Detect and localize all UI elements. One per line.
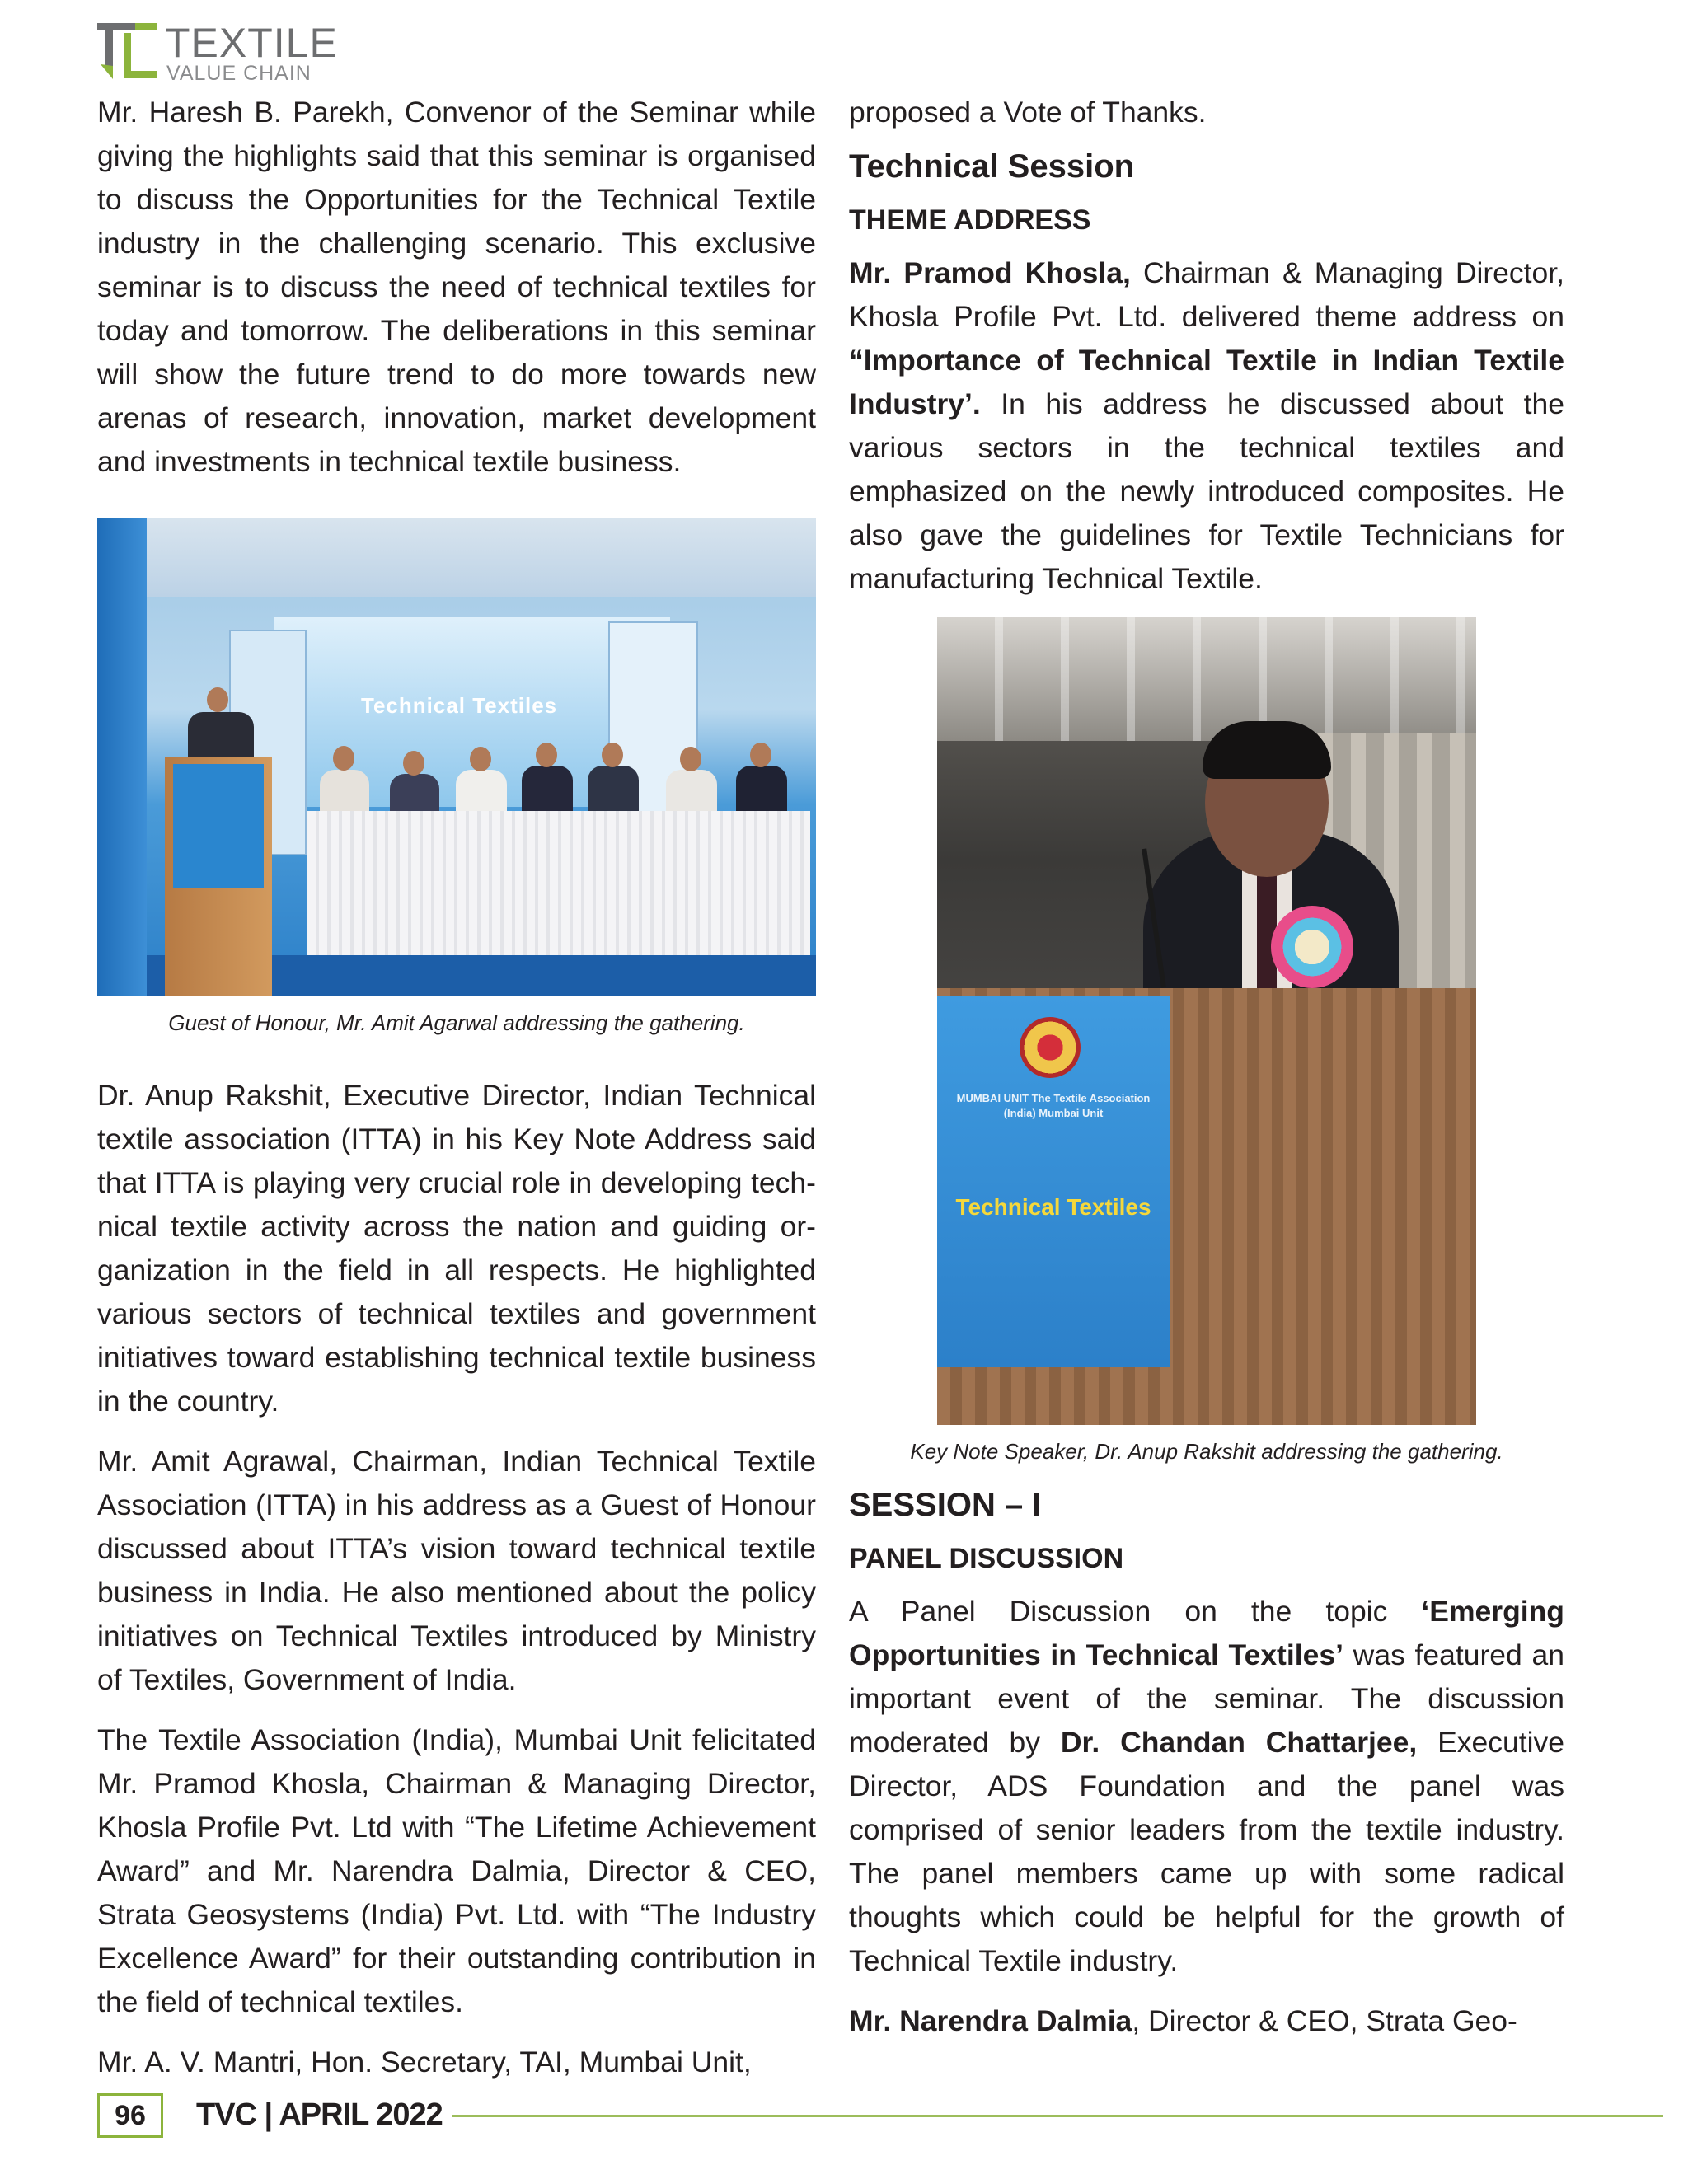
panelist-name: Mr. Narendra Dalmia [849, 2004, 1132, 2037]
paragraph-amit-agrawal: Mr. Amit Agrawal, Chairman, Indian Technical Textile Association (ITTA) in his address as a Guest of Honour discussed about ITTA’s vision toward technical textile business in India. He also mentioned about the policy initiatives on Technical Textiles introduced by Ministry of Textiles, Government of India. [97, 1445, 816, 1696]
paragraph-felicitation: The Textile Association (India), Mumbai Unit felicitated Mr. Pramod Khosla, Chairman & Managing Director, Khosla Profile Pvt. Ltd with “The Lifetime Achievement Award” and Mr. Narendra Dalmia, Director & CEO, Strata Geosystems (India) Pvt. Ltd. with “The Industry Excellence Award” for their outstanding contribution in the field of technical textiles. [97, 1723, 816, 2018]
heading-session-one: SESSION – I [849, 1487, 1042, 1523]
paragraph-theme-address: Mr. Pramod Khosla, Chairman & Managing Director, Khosla Profile Pvt. Ltd. delivered theme address on “Importance of Technical Textile in Indian Textile Industry’. In his address he discussed about the various sectors in the technical textiles and emphasized on the newly introduced composites. He also gave the guidelines for Textile Technicians for manufacturing Technical Textile. [849, 256, 1564, 595]
left-column [97, 91, 816, 2101]
photo-caption: Guest of Honour, Mr. Amit Agarwal addressing the gathering. [168, 1010, 745, 1035]
subheading-theme-address: THEME ADDRESS [849, 204, 1091, 236]
stage-photo [97, 518, 816, 996]
stage-backdrop-text: Technical Textiles [361, 693, 558, 718]
tvc-logo-icon [97, 23, 157, 81]
heading-technical-session: Technical Session [849, 148, 1135, 185]
paragraph-vote-of-thanks: proposed a Vote of Thanks. [849, 96, 1207, 129]
footer-rule [452, 2115, 1663, 2117]
panel-topic: ‘Emerging Opportunities in Technical Textiles’ [849, 1595, 1564, 1671]
subheading-panel-discussion: PANEL DISCUSSION [849, 1543, 1124, 1574]
podium-sign-title: Technical Textiles [955, 1194, 1151, 1220]
figure-guest-of-honour [97, 518, 816, 1038]
photo-caption: Key Note Speaker, Dr. Anup Rakshit addressing the gathering. [910, 1439, 1503, 1464]
paragraph-anup-rakshit: Dr. Anup Rakshit, Executive Director, Indian Technical textile association (ITTA) in his Key Note Address said that ITTA is playing very crucial role in developing technical textile activity across the nation and guiding organization in the field in all respects. He highlighted various sectors of technical textiles and government initiatives toward establishing technical textile business in the country. [97, 1079, 816, 1418]
logo-subtitle: VALUE CHAIN [166, 62, 312, 85]
issue-label: TVC | APRIL 2022 [196, 2097, 443, 2132]
podium-sign-text: MUMBAI UNIT The Textile Association (India) Mumbai Unit [956, 1092, 1151, 1119]
speaker-photo [937, 617, 1476, 1425]
paragraph-convenor: Mr. Haresh B. Parekh, Convenor of the Seminar while giving the highlights said that this seminar is organised to discuss the Opportunities for the Technical Textile industry in the challenging scenario. This exclusive seminar is to discuss the need of technical textiles for today and tomorrow. The deliberations in this seminar will show the future trend to do more towards new arenas of research, innovation, market development and investments in technical textile business. [97, 96, 816, 478]
magazine-logo [97, 21, 361, 84]
paragraph-mantri: Mr. A. V. Mantri, Hon. Secretary, TAI, Mumbai Unit, [97, 2046, 752, 2079]
theme-topic: “Importance of Technical Textile in Indian Textile Industry’. [849, 344, 1564, 420]
paragraph-narendra-dalmia: Mr. Narendra Dalmia, Director & CEO, Strata Geo- [849, 2004, 1517, 2037]
speaker-name: Mr. Pramod Khosla, [849, 256, 1131, 289]
moderator-name: Dr. Chandan Chattarjee, [1060, 1726, 1418, 1759]
logo-title: TEXTILE [165, 20, 338, 66]
figure-keynote-speaker [849, 617, 1564, 1466]
page-number: 96 [97, 2093, 163, 2138]
paragraph-panel-discussion: A Panel Discussion on the topic ‘Emerging Opportunities in Technical Textiles’ was featured an important event of the seminar. The discussion moderated by Dr. Chandan Chattarjee, Executive Director, ADS Foundation and the panel was comprised of senior leaders from the textile industry. The panel members came up with some radical thoughts which could be helpful for the growth of Technical Textile industry. [849, 1595, 1564, 1977]
right-column [849, 91, 1564, 2060]
